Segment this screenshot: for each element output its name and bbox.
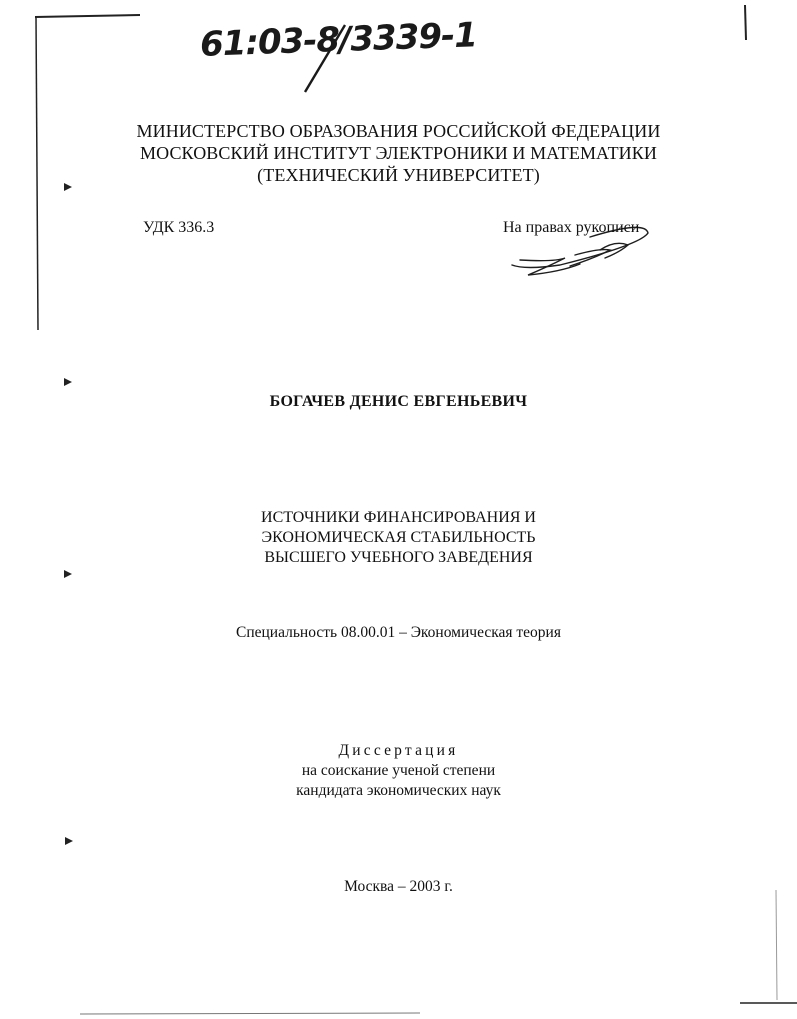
hole-mark-2 xyxy=(64,378,72,386)
udc-code: УДК 336.3 xyxy=(143,219,215,236)
title-line-1: ИСТОЧНИКИ ФИНАНСИРОВАНИЯ И xyxy=(261,509,536,526)
archive-stamp: 61:03-8/3339-1 xyxy=(199,15,478,65)
dissertation-purpose: на соискание ученой степени xyxy=(301,762,496,779)
ministry-name: МИНИСТЕРСТВО ОБРАЗОВАНИЯ РОССИЙСКОЙ ФЕДЕРАЦИИ xyxy=(136,121,661,141)
institution-header xyxy=(0,120,797,186)
author-name: БОГАЧЕВ ДЕНИС ЕВГЕНЬЕВИЧ xyxy=(269,393,528,410)
dissertation-title xyxy=(0,508,797,568)
hole-mark-4 xyxy=(65,837,73,845)
dissertation-type: Диссертация xyxy=(338,742,459,759)
title-line-3: ВЫСШЕГО УЧЕБНОГО ЗАВЕДЕНИЯ xyxy=(264,549,533,566)
institute-name: МОСКОВСКИЙ ИНСТИТУТ ЭЛЕКТРОНИКИ И МАТЕМАТИКИ xyxy=(140,143,657,163)
dissertation-degree: кандидата экономических наук xyxy=(296,782,501,799)
specialty: Специальность 08.00.01 – Экономическая теория xyxy=(236,624,561,641)
city-year: Москва – 2003 г. xyxy=(344,878,453,895)
dissertation-info xyxy=(0,741,797,801)
hole-mark-3 xyxy=(64,570,72,578)
title-line-2: ЭКОНОМИЧЕСКАЯ СТАБИЛЬНОСТЬ xyxy=(261,529,536,546)
manuscript-rights: На правах рукописи xyxy=(503,219,640,236)
university-type: (ТЕХНИЧЕСКИЙ УНИВЕРСИТЕТ) xyxy=(257,165,540,185)
